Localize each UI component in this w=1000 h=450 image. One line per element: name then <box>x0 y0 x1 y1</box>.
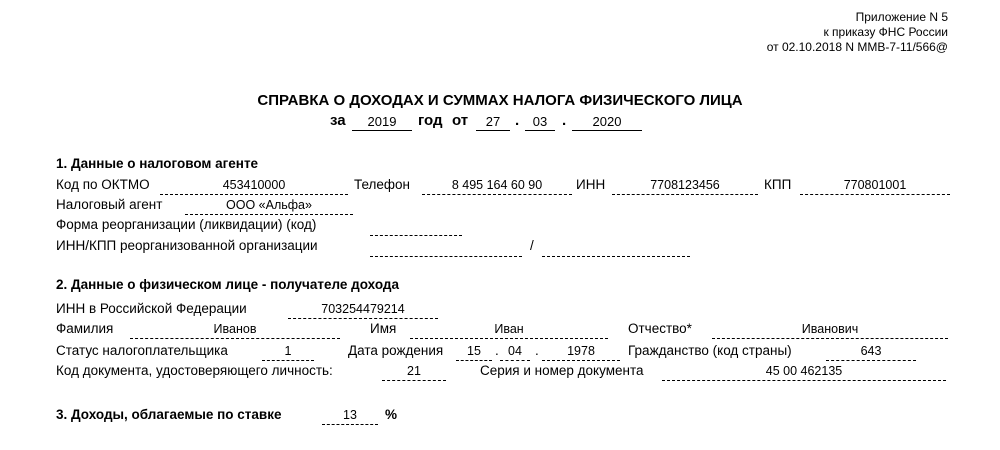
annex-line-1: Приложение N 5 <box>855 10 948 24</box>
phone-field[interactable]: 8 495 164 60 90 <box>422 178 572 195</box>
doc-code-field[interactable]: 21 <box>382 364 446 381</box>
section-2-heading: 2. Данные о физическом лице - получателе дохода <box>56 277 399 292</box>
report-year-field[interactable]: 2019 <box>352 114 412 131</box>
annex-line-3: от 02.10.2018 N ММВ-7-11/566@ <box>766 40 948 54</box>
tax-agent-field[interactable]: ООО «Альфа» <box>185 198 353 215</box>
name-label: Имя <box>370 321 397 336</box>
doc-number-field[interactable]: 45 00 462135 <box>662 364 946 381</box>
oktmo-label: Код по ОКТМО <box>56 177 150 192</box>
person-inn-field[interactable]: 703254479214 <box>288 302 438 319</box>
phone-label: Телефон <box>354 177 411 192</box>
doc-number-label: Серия и номер документа <box>480 363 644 378</box>
from-label: от <box>452 112 469 129</box>
name-field[interactable]: Иван <box>410 322 608 339</box>
reorg-inn-field[interactable] <box>370 240 522 257</box>
year-label: год <box>418 112 443 129</box>
agent-inn-field[interactable]: 7708123456 <box>612 178 758 195</box>
reorg-innkpp-label: ИНН/КПП реорганизованной организации <box>56 238 318 253</box>
date-day-field[interactable]: 27 <box>476 114 510 131</box>
reorg-kpp-field[interactable] <box>542 240 690 257</box>
for-label: за <box>330 112 346 129</box>
citizenship-label: Гражданство (код страны) <box>628 343 792 358</box>
taxpayer-status-field[interactable]: 1 <box>262 344 314 361</box>
birth-dot-1: . <box>495 343 499 358</box>
birth-month-field[interactable]: 04 <box>500 344 530 361</box>
document-title: СПРАВКА О ДОХОДАХ И СУММАХ НАЛОГА ФИЗИЧЕСКОГО ЛИЦА <box>257 92 743 109</box>
surname-label: Фамилия <box>56 321 114 336</box>
birth-date-label: Дата рождения <box>348 343 444 358</box>
patronymic-label: Отчество* <box>628 321 692 336</box>
slash-separator: / <box>530 238 534 253</box>
percent-sign: % <box>385 407 398 422</box>
birth-year-field[interactable]: 1978 <box>542 344 620 361</box>
kpp-field[interactable]: 770801001 <box>800 178 950 195</box>
surname-field[interactable]: Иванов <box>130 322 340 339</box>
date-dot-2: . <box>562 112 567 129</box>
oktmo-field[interactable]: 453410000 <box>160 178 348 195</box>
date-month-field[interactable]: 03 <box>525 114 555 131</box>
person-inn-label: ИНН в Российской Федерации <box>56 301 247 316</box>
doc-code-label: Код документа, удостоверяющего личность: <box>56 363 333 378</box>
kpp-label: КПП <box>764 177 792 192</box>
tax-agent-label: Налоговый агент <box>56 197 163 212</box>
reorg-form-label: Форма реорганизации (ликвидации) (код) <box>56 217 317 232</box>
date-dot-1: . <box>515 112 520 129</box>
patronymic-field[interactable]: Иванович <box>712 322 948 339</box>
birth-day-field[interactable]: 15 <box>456 344 492 361</box>
citizenship-field[interactable]: 643 <box>826 344 916 361</box>
birth-dot-2: . <box>535 343 539 358</box>
taxpayer-status-label: Статус налогоплательщика <box>56 343 228 358</box>
agent-inn-label: ИНН <box>576 177 606 192</box>
date-year-field[interactable]: 2020 <box>572 114 642 131</box>
tax-rate-field[interactable]: 13 <box>322 408 378 425</box>
section-3-heading: 3. Доходы, облагаемые по ставке <box>56 407 282 422</box>
section-1-heading: 1. Данные о налоговом агенте <box>56 156 259 171</box>
reorg-form-field[interactable] <box>370 219 462 236</box>
annex-line-2: к приказу ФНС России <box>823 25 948 39</box>
